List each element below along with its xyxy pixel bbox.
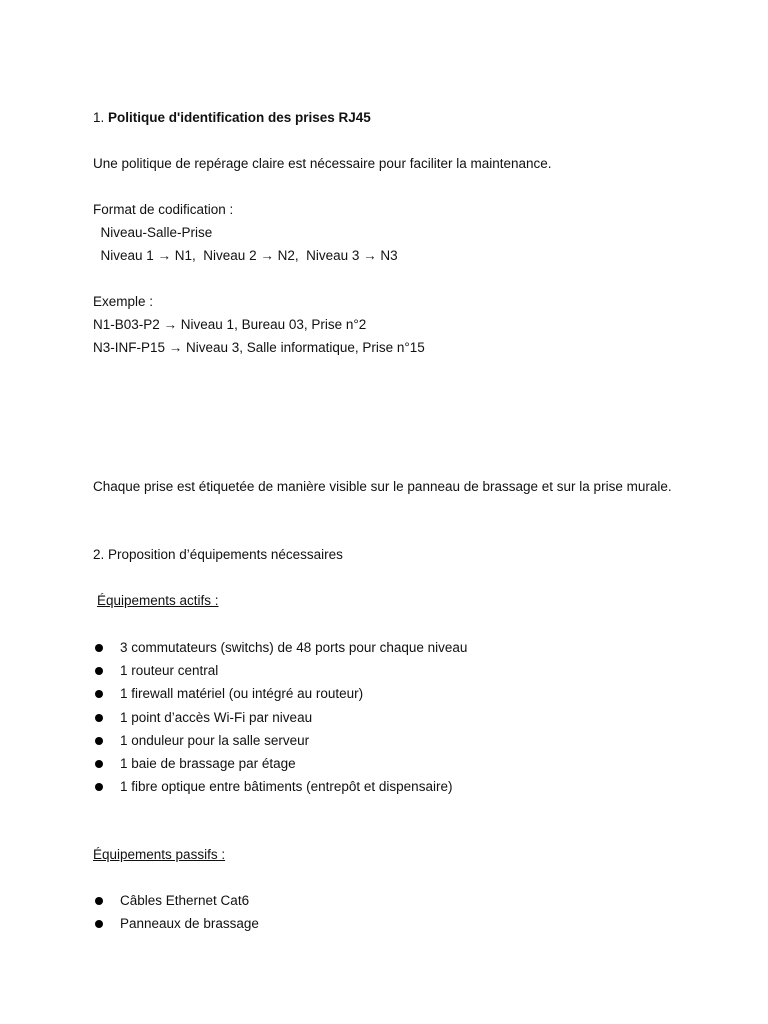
bullet-icon [95,667,103,675]
section-1-number: 1. [93,110,109,125]
document-page [93,0,675,1024]
bullet-icon [95,897,103,905]
example-2: N3-INF-P15 → Niveau 3, Salle informatique, Prise n°15 [93,340,425,355]
active-equipment-list [93,639,467,801]
active-equipment-heading: Équipements actifs : [97,593,219,608]
list-item: 1 fibre optique entre bâtiments (entrepôt et dispensaire) [93,778,467,801]
bullet-icon [95,714,103,722]
list-item: 1 routeur central [93,662,467,685]
passive-equipment-heading: Équipements passifs : [93,847,226,862]
list-item: Câbles Ethernet Cat6 [93,892,259,915]
list-item: 3 commutateurs (switchs) de 48 ports pour chaque niveau [93,639,467,662]
bullet-icon [95,690,103,698]
section-1-title: Politique d'identification des prises RJ45 [108,110,371,125]
example-1: N1-B03-P2 → Niveau 1, Bureau 03, Prise n°2 [93,317,367,332]
list-item: 1 onduleur pour la salle serveur [93,732,467,755]
bullet-icon [95,737,103,745]
list-item: 1 firewall matériel (ou intégré au routeur) [93,685,467,708]
bullet-icon [95,760,103,768]
section-1-intro: Une politique de repérage claire est nécessaire pour faciliter la maintenance. [93,156,552,171]
format-pattern: Niveau-Salle-Prise [93,225,213,240]
bullet-icon [95,783,103,791]
bullet-icon [95,920,103,928]
labeling-note: Chaque prise est étiquetée de manière visible sur le panneau de brassage et sur la prise murale. [93,479,672,494]
passive-equipment-list [93,892,259,938]
example-label: Exemple : [93,294,154,309]
list-item: Panneaux de brassage [93,915,259,938]
bullet-icon [95,644,103,652]
list-item: 1 baie de brassage par étage [93,755,467,778]
section-2-title: 2. Proposition d’équipements nécessaires [93,547,343,562]
list-item: 1 point d’accès Wi-Fi par niveau [93,709,467,732]
format-label: Format de codification : [93,202,234,217]
section-1-heading [93,109,371,127]
format-levels: Niveau 1 → N1, Niveau 2 → N2, Niveau 3 → N3 [93,248,398,263]
